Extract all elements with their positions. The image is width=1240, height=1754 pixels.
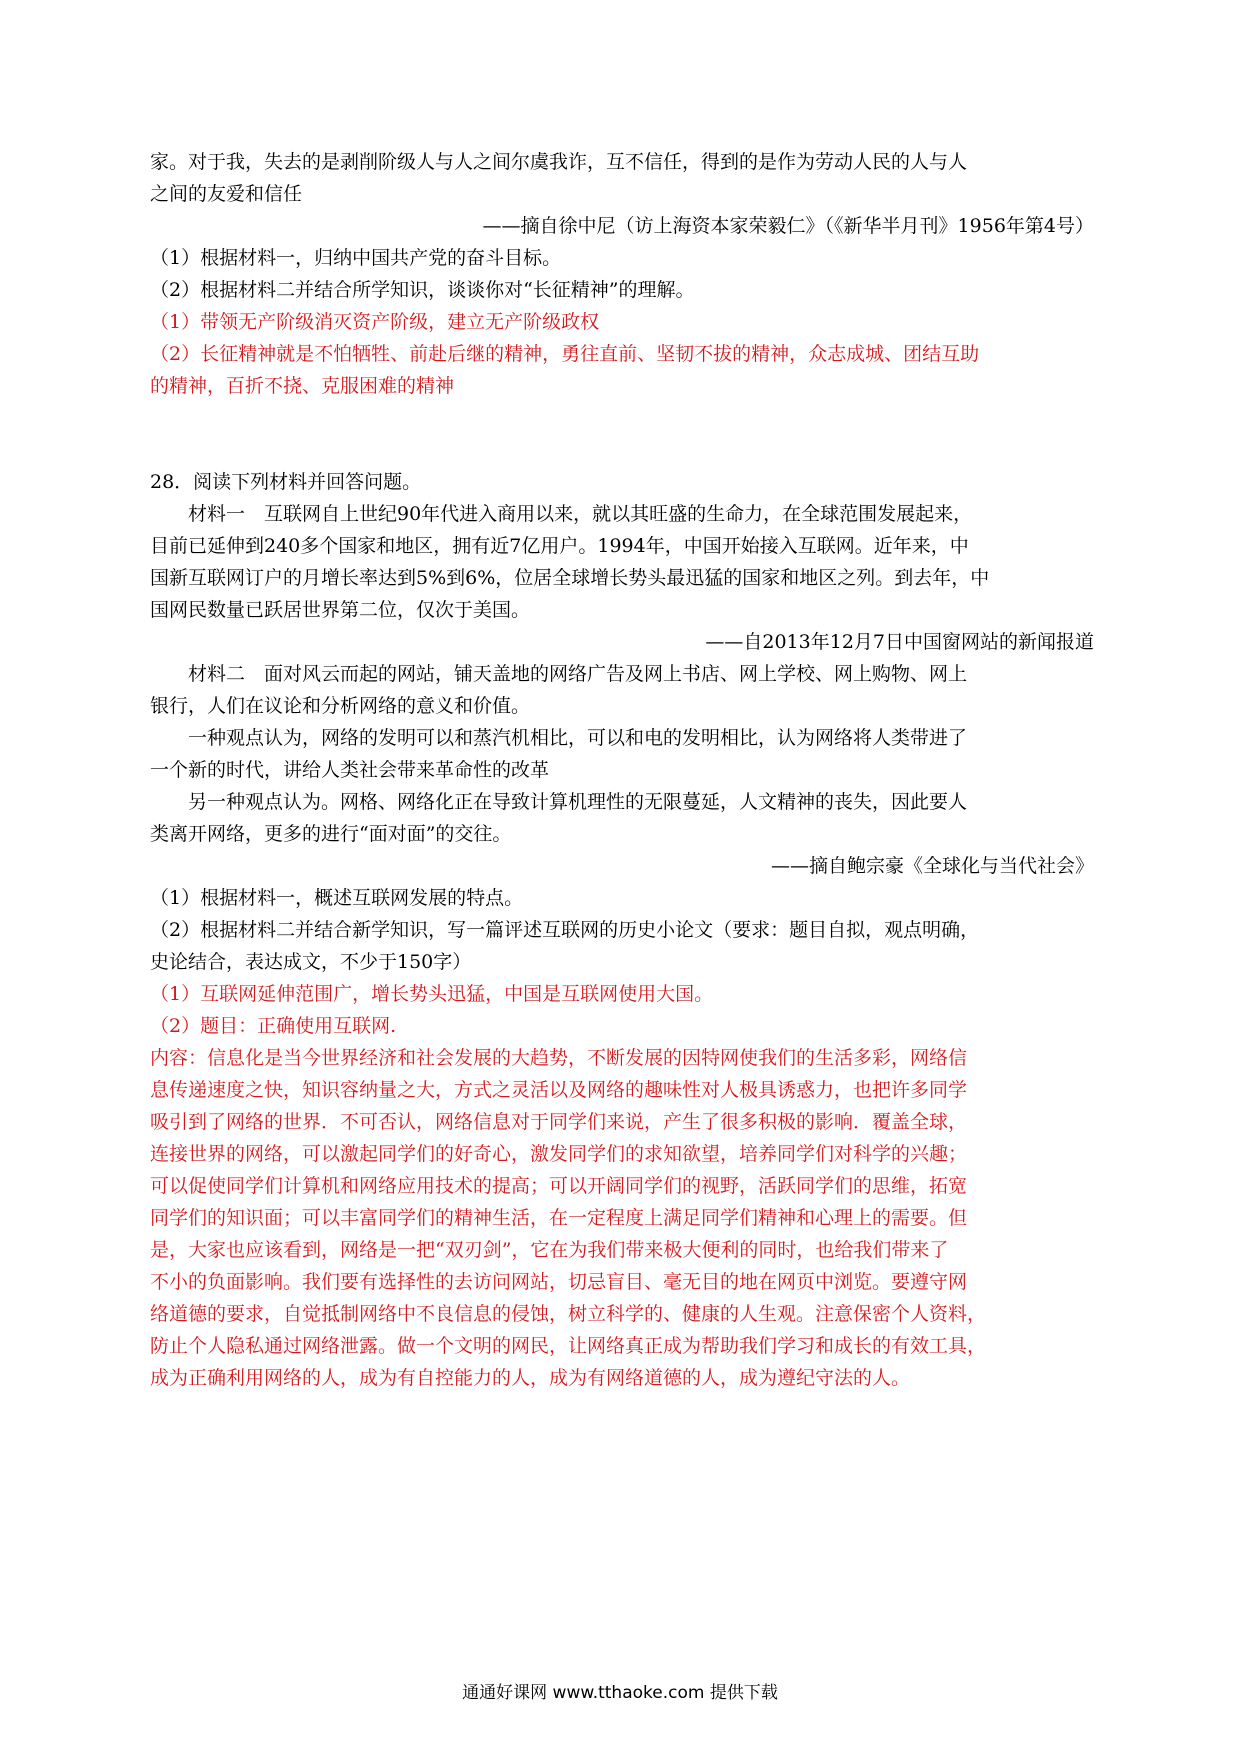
material-2-line: 一个新的时代，讲给人类社会带来革命性的改革 [150, 759, 550, 781]
answer-28-2-line: 不小的负面影响。我们要有选择性的去访问网站，切忌盲目、毫无目的地在网页中浏览。要遵守网 [150, 1271, 968, 1293]
material-2-line: 银行，人们在议论和分析网络的意义和价值。 [150, 695, 531, 717]
paragraph-line: 家。对于我，失去的是剥削阶级人与人之间尔虞我诈，互不信任，得到的是作为劳动人民的人与人 [150, 151, 968, 173]
spacer [150, 402, 1100, 466]
paragraph-line: 之间的友爱和信任 [150, 183, 303, 205]
answer-28-2-line: 可以促使同学们计算机和网络应用技术的提高；可以开阔同学们的视野，活跃同学们的思维，拓宽 [150, 1175, 968, 1197]
citation: ——摘自徐中尼（访上海资本家荣毅仁》（《新华半月刊》1956年第4号） [482, 215, 1094, 237]
answer-1: （1）带领无产阶级消灭资产阶级，建立无产阶级政权 [150, 311, 600, 333]
answer-2-line: 的精神，百折不挠、克服困难的精神 [150, 375, 455, 397]
question-28-2: 史论结合，表达成文，不少于150字） [150, 951, 472, 973]
answer-28-2-line: 息传递速度之快，知识容纳量之大，方式之灵活以及网络的趣味性对人极具诱惑力，也把许多同学 [150, 1079, 968, 1101]
material-1-line: 国网民数量已跃居世界第二位，仅次于美国。 [150, 599, 531, 621]
answer-28-2-line: 内容：信息化是当今世界经济和社会发展的大趋势，不断发展的因特网使我们的生活多彩，网络信 [150, 1047, 968, 1069]
answer-28-2-line: 同学们的知识面；可以丰富同学们的精神生活，在一定程度上满足同学们精神和心理上的需要。但 [150, 1207, 968, 1229]
question-28-1: （1）根据材料一，概述互联网发展的特点。 [150, 887, 524, 909]
page-footer: 通通好课网 www.tthaoke.com 提供下载 [462, 1683, 778, 1703]
material-2-line: 材料二 面对风云而起的网站，铺天盖地的网络广告及网上书店、网上学校、网上购物、网上 [188, 663, 968, 685]
question-1: （1）根据材料一，归纳中国共产党的奋斗目标。 [150, 247, 562, 269]
answer-28-2-line: 连接世界的网络，可以激起同学们的好奇心，激发同学们的求知欲望，培养同学们对科学的兴趣； [150, 1143, 968, 1165]
material-1-line: 目前已延伸到240多个国家和地区，拥有近7亿用户。1994年，中国开始接入互联网。近年来，中 [150, 535, 969, 557]
material-1-line: 材料一 互联网自上世纪90年代进入商用以来，就以其旺盛的生命力，在全球范围发展起来， [188, 503, 973, 525]
material-1-line: 国新互联网订户的月增长率达到5%到6%，位居全球增长势头最迅猛的国家和地区之列。到去年，中 [150, 567, 990, 589]
material-1-citation: ——自2013年12月7日中国窗网站的新闻报道 [705, 631, 1094, 653]
document-content [150, 146, 1100, 1394]
answer-28-2-line: 防止个人隐私通过网络泄露。做一个文明的网民，让网络真正成为帮助我们学习和成长的有效工具， [150, 1335, 987, 1357]
answer-28-2-title: （2）题目：正确使用互联网. [150, 1015, 397, 1037]
question-28-title: 28．阅读下列材料并回答问题。 [150, 471, 422, 493]
material-2-citation: ——摘自鲍宗豪《全球化与当代社会》 [770, 855, 1094, 877]
material-2-line: 一种观点认为，网络的发明可以和蒸汽机相比，可以和电的发明相比，认为网络将人类带进了 [188, 727, 968, 749]
material-2-line: 另一种观点认为。网格、网络化正在导致计算机理性的无限蔓延，人文精神的丧失，因此要人 [188, 791, 968, 813]
answer-28-2-line: 络道德的要求，自觉抵制网络中不良信息的侵蚀，树立科学的、健康的人生观。注意保密个人资料， [150, 1303, 987, 1325]
material-2-line: 类离开网络，更多的进行“面对面”的交往。 [150, 823, 512, 845]
question-2: （2）根据材料二并结合所学知识，谈谈你对“长征精神”的理解。 [150, 279, 695, 301]
question-28-2: （2）根据材料二并结合新学知识，写一篇评述互联网的历史小论文（要求：题目自拟，观点明确， [150, 919, 980, 941]
answer-28-2-line: 是，大家也应该看到，网络是一把“双刃剑”，它在为我们带来极大便利的同时，也给我们带来了 [150, 1239, 949, 1261]
answer-28-1: （1）互联网延伸范围广，增长势头迅猛，中国是互联网使用大国。 [150, 983, 714, 1005]
answer-2-line: （2）长征精神就是不怕牺牲、前赴后继的精神，勇往直前、坚韧不拔的精神，众志成城、团结互助 [150, 343, 980, 365]
answer-28-2-line: 吸引到了网络的世界．不可否认，网络信息对于同学们来说，产生了很多积极的影响．覆盖全球， [150, 1111, 968, 1133]
answer-28-2-line: 成为正确利用网络的人，成为有自控能力的人，成为有网络道德的人，成为遵纪守法的人。 [150, 1367, 911, 1389]
